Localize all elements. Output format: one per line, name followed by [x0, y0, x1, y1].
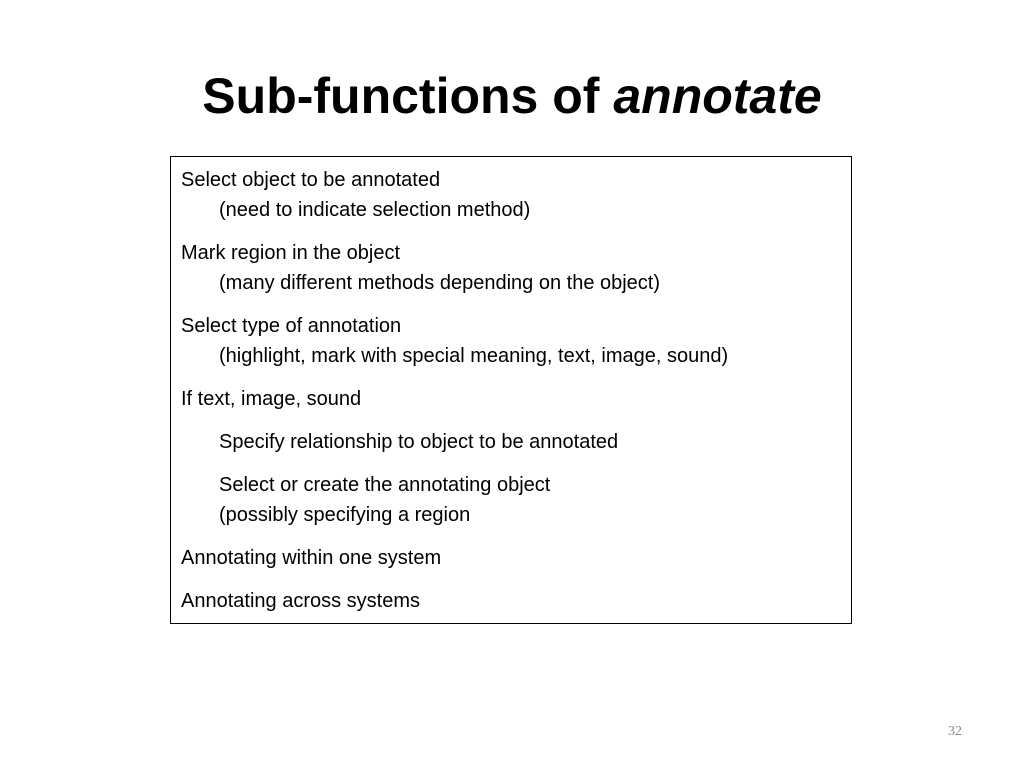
- slide-title: [0, 60, 1024, 132]
- list-item: [181, 586, 841, 616]
- list-item: [181, 543, 841, 573]
- list-item-line: Annotating across systems: [181, 590, 420, 612]
- slide-title-main: Sub-functions of: [202, 68, 614, 124]
- list-item: [181, 238, 841, 298]
- slide-title-emphasis: annotate: [613, 68, 822, 124]
- list-item: [181, 311, 841, 371]
- list-item: [181, 384, 841, 414]
- list-item-line: If text, image, sound: [181, 388, 362, 410]
- page-number: 32: [948, 724, 962, 739]
- content-box: [170, 156, 852, 624]
- list-item: [181, 427, 841, 457]
- list-item-line: Annotating within one system: [181, 547, 442, 569]
- list-item-line: (highlight, mark with special meaning, text, image, sound): [219, 345, 729, 367]
- list-item-line: Mark region in the object: [181, 242, 401, 264]
- list-item-line: Select or create the annotating object: [219, 474, 551, 496]
- list-item-line: (possibly specifying a region: [219, 504, 471, 526]
- list-item-line: Specify relationship to object to be annotated: [219, 431, 619, 453]
- list-item-line: Select object to be annotated: [181, 169, 441, 191]
- list-item-line: (need to indicate selection method): [219, 199, 531, 221]
- list-item: [181, 470, 841, 530]
- list-item-line: (many different methods depending on the object): [219, 272, 661, 294]
- list-item: [181, 165, 841, 225]
- list-item-line: Select type of annotation: [181, 315, 402, 337]
